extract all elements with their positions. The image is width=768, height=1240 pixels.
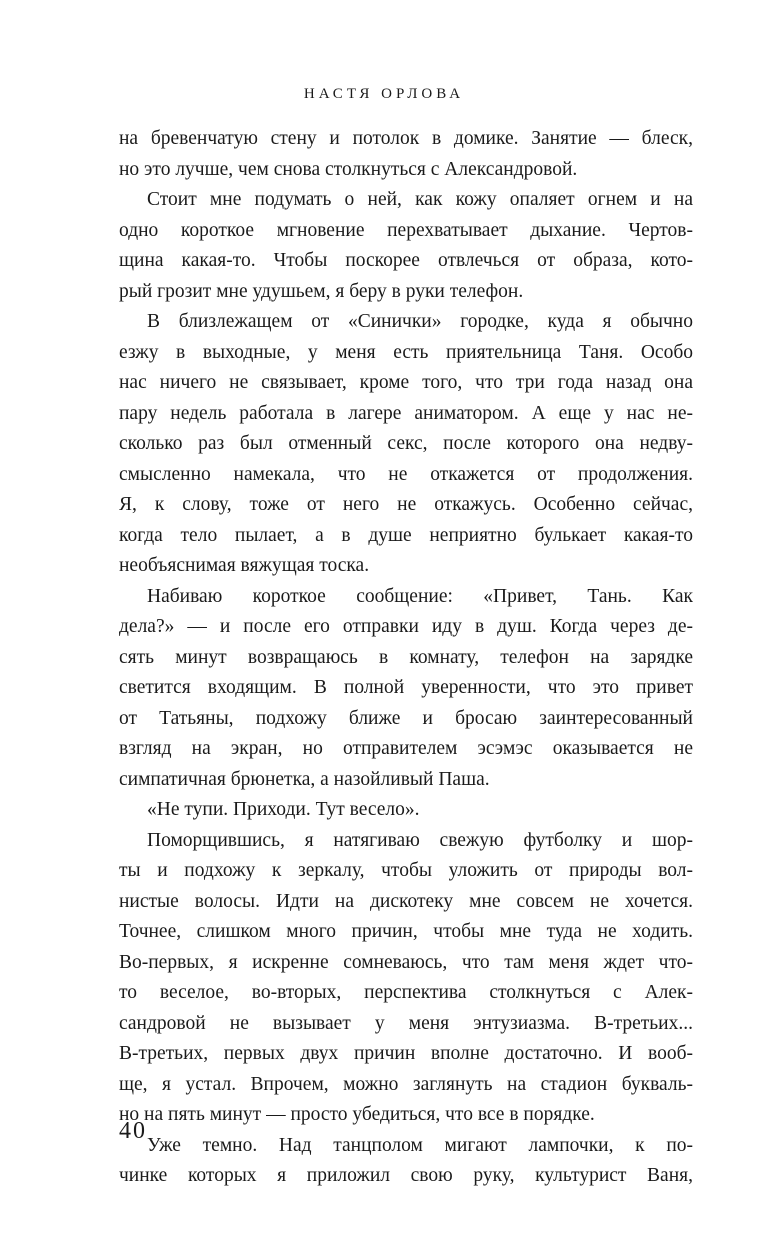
running-head: НАСТЯ ОРЛОВА: [303, 86, 465, 102]
text-line: Уже темно. Над танцполом мигают лампочки, к по-: [147, 1134, 693, 1156]
text-line: нистые волосы. Идти на дискотеку мне совсем не хочется.: [119, 890, 693, 912]
text-line: взгляд на экран, но отправителем эсэмэс оказывается не: [119, 738, 693, 759]
text-line: Я, к слову, тоже от него не откажусь. Особенно сейчас,: [119, 494, 693, 515]
text-line: от Татьяны, подхожу ближе и бросаю заинтересованный: [119, 707, 693, 729]
text-line: «Не тупи. Приходи. Тут весело».: [147, 799, 420, 820]
text-line: В близлежащем от «Синички» городке, куда я обычно: [147, 311, 693, 332]
text-line: чинке которых я приложил свою руку, культурист Ваня,: [119, 1165, 693, 1186]
text-line: но это лучше, чем снова столкнуться с Александровой.: [119, 158, 578, 180]
text-line: то веселое, во-вторых, перспектива столкнуться с Алек-: [119, 982, 693, 1003]
text-line: ще, я устал. Впрочем, можно заглянуть на стадион букваль-: [119, 1073, 693, 1095]
text-line: Во-первых, я искренне сомневаюсь, что там меня ждет что-: [119, 951, 693, 973]
text-line: сять минут возвращаюсь в комнату, телефон на зарядке: [119, 646, 693, 668]
text-line: светится входящим. В полной уверенности, что это привет: [119, 677, 693, 698]
text-line: Поморщившись, я натягиваю свежую футболку и шор-: [147, 829, 693, 851]
text-line: когда тело пылает, а в душе неприятно булькает какая-то: [119, 524, 693, 546]
text-line: дела?» — и после его отправки иду в душ. Когда через де-: [119, 616, 693, 637]
text-line: рый грозит мне удушьем, я беру в руки телефон.: [119, 280, 524, 302]
body-text: [119, 124, 693, 1192]
text-line: сандровой не вызывает у меня энтузиазма. В-третьих...: [119, 1012, 693, 1034]
text-line: сколько раз был отменный секс, после которого она недву-: [119, 433, 693, 454]
text-line: щина какая-то. Чтобы поскорее отвлечься от образа, кото-: [119, 250, 693, 271]
text-line: езжу в выходные, у меня есть приятельница Таня. Особо: [119, 341, 693, 363]
text-line: Стоит мне подумать о ней, как кожу опаляет огнем и на: [147, 189, 693, 210]
text-line: смысленно намекала, что не откажется от продолжения.: [119, 463, 693, 485]
text-line: но на пять минут — просто убедиться, что все в порядке.: [119, 1104, 595, 1125]
text-line: симпатичная брюнетка, а назойливый Паша.: [119, 768, 490, 790]
text-line: на бревенчатую стену и потолок в домике. Занятие — блеск,: [119, 128, 693, 149]
text-line: ты и подхожу к зеркалу, чтобы уложить от природы вол-: [119, 860, 693, 881]
page-number: 40: [119, 1118, 147, 1144]
text-line: Точнее, слишком много причин, чтобы мне туда не ходить.: [119, 921, 693, 942]
text-line: Набиваю короткое сообщение: «Привет, Тань. Как: [147, 585, 693, 607]
text-line: В-третьих, первых двух причин вполне достаточно. И вооб-: [119, 1043, 693, 1064]
text-line: необъяснимая вяжущая тоска.: [119, 555, 370, 576]
text-line: пару недель работала в лагере аниматором. А еще у нас не-: [119, 402, 693, 424]
text-line: нас ничего не связывает, кроме того, что три года назад она: [119, 372, 693, 393]
text-line: одно короткое мгновение перехватывает дыхание. Чертов-: [119, 219, 693, 241]
